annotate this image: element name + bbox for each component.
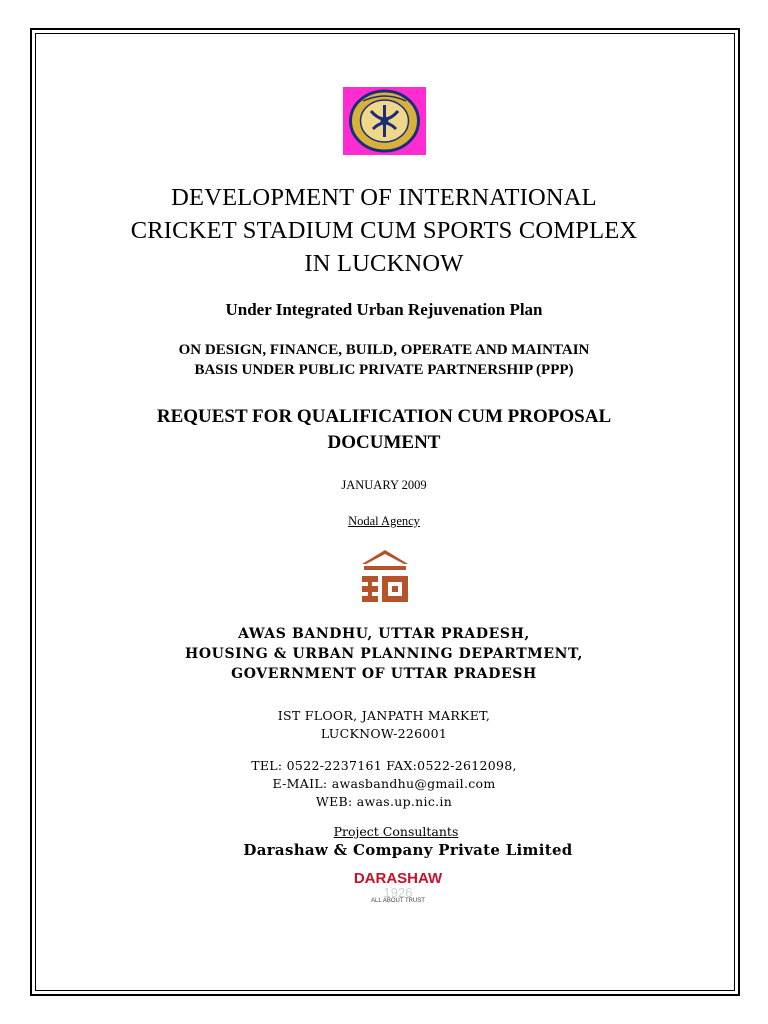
address-line-1: IST FLOOR, JANPATH MARKET, [277,708,491,723]
agency-line-3: GOVERNMENT OF UTTAR PRADESH [231,666,537,682]
nodal-agency-label: Nodal Agency [348,514,420,528]
agency-contact [0,757,768,811]
darashaw-wordmark: DARASHAW [353,870,443,887]
agency-line-1: AWAS BANDHU, UTTAR PRADESH, [238,626,530,642]
address-line-2: LUCKNOW-226001 [320,726,448,741]
contact-web: WEB: awas.up.nic.in [315,794,453,809]
consultants-label: Project Consultants [333,824,459,839]
contact-email: E-MAIL: awasbandhu@gmail.com [272,776,496,791]
awas-bandhu-logo-icon [358,548,412,604]
darashaw-tagline: ALL ABOUT TRUST [371,898,425,904]
document-subtitle: Under Integrated Urban Rejuvenation Plan [225,300,543,319]
document-title [0,181,768,280]
document-date: JANUARY 2009 [341,478,427,492]
basis-line-2: BASIS UNDER PUBLIC PRIVATE PARTNERSHIP (PPP) [194,362,574,378]
agency-line-2: HOUSING & URBAN PLANNING DEPARTMENT, [185,646,583,662]
document-type-line-1: REQUEST FOR QUALIFICATION CUM PROPOSAL [156,406,612,427]
project-basis [0,340,768,380]
darashaw-logo-icon [340,866,456,906]
title-line-2: CRICKET STADIUM CUM SPORTS COMPLEX [130,217,638,244]
agency-address [0,707,768,743]
darashaw-year: 1926 [383,885,413,900]
contact-tel-fax: TEL: 0522-2237161 FAX:0522-2612098, [251,758,517,773]
document-type-line-2: DOCUMENT [327,432,441,453]
agency-name [0,624,768,684]
document-type [0,404,768,456]
basis-line-1: ON DESIGN, FINANCE, BUILD, OPERATE AND MAINTAIN [178,342,590,358]
title-line-1: DEVELOPMENT OF INTERNATIONAL [171,184,597,211]
consultant-name: Darashaw & Company Private Limited [243,841,573,859]
state-emblem-icon [343,87,426,155]
title-line-3: IN LUCKNOW [304,250,464,277]
